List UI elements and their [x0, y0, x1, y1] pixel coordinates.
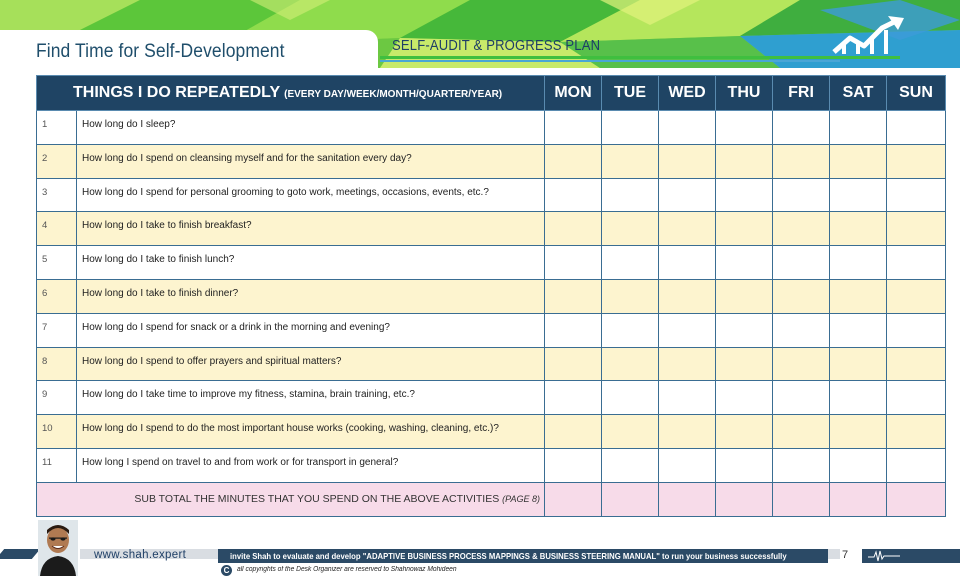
row-number: 6 [37, 279, 77, 313]
entry-cell-tue[interactable] [602, 246, 659, 280]
entry-cell-mon[interactable] [545, 111, 602, 145]
row-question: How long do I spend on cleansing myself and for the sanitation every day? [77, 144, 545, 178]
invite-banner-text: invite Shah to evaluate and develop "ADAPTIVE BUSINESS PROCESS MAPPINGS & BUSINESS STEERING MANUAL" to run your business successfully [230, 551, 787, 561]
day-header-mon: MON [545, 76, 602, 111]
table-heading-label: THINGS I DO REPEATEDLY [73, 84, 281, 101]
entry-cell-sat[interactable] [830, 347, 887, 381]
header-rule-green [380, 56, 900, 59]
entry-cell-sat[interactable] [830, 415, 887, 449]
entry-cell-tue[interactable] [602, 279, 659, 313]
table-heading-note: (EVERY DAY/WEEK/MONTH/QUARTER/YEAR) [284, 89, 503, 100]
entry-cell-sun[interactable] [887, 448, 946, 482]
footer-accent-left [0, 549, 40, 559]
entry-cell-sat[interactable] [830, 381, 887, 415]
row-number: 7 [37, 313, 77, 347]
entry-cell-sun[interactable] [887, 212, 946, 246]
entry-cell-fri[interactable] [773, 313, 830, 347]
entry-cell-wed[interactable] [659, 313, 716, 347]
table-heading [37, 76, 545, 111]
entry-cell-tue[interactable] [602, 212, 659, 246]
entry-cell-wed[interactable] [659, 415, 716, 449]
entry-cell-wed[interactable] [659, 279, 716, 313]
table-row [37, 111, 946, 145]
table-row [37, 246, 946, 280]
day-header-wed: WED [659, 76, 716, 111]
entry-cell-thu[interactable] [716, 212, 773, 246]
entry-cell-sat[interactable] [830, 178, 887, 212]
subtotal-cell-mon[interactable] [545, 482, 602, 516]
entry-cell-sun[interactable] [887, 246, 946, 280]
growth-chart-logo-icon [828, 16, 908, 61]
row-number: 3 [37, 178, 77, 212]
subtotal-cell-fri[interactable] [773, 482, 830, 516]
entry-cell-thu[interactable] [716, 246, 773, 280]
entry-cell-sun[interactable] [887, 415, 946, 449]
table-row [37, 448, 946, 482]
entry-cell-mon[interactable] [545, 279, 602, 313]
entry-cell-sat[interactable] [830, 246, 887, 280]
entry-cell-wed[interactable] [659, 448, 716, 482]
subtotal-cell-wed[interactable] [659, 482, 716, 516]
entry-cell-thu[interactable] [716, 178, 773, 212]
self-audit-table [36, 75, 946, 517]
entry-cell-sat[interactable] [830, 212, 887, 246]
entry-cell-tue[interactable] [602, 313, 659, 347]
row-number: 11 [37, 448, 77, 482]
entry-cell-mon[interactable] [545, 178, 602, 212]
entry-cell-thu[interactable] [716, 111, 773, 145]
entry-cell-thu[interactable] [716, 347, 773, 381]
row-question: How long do I take to finish lunch? [77, 246, 545, 280]
entry-cell-tue[interactable] [602, 448, 659, 482]
avatar [38, 520, 78, 576]
row-question: How long do I sleep? [77, 111, 545, 145]
subtotal-label [37, 482, 545, 516]
subtotal-cell-tue[interactable] [602, 482, 659, 516]
row-question: How long do I take time to improve my fitness, stamina, brain training, etc.? [77, 381, 545, 415]
table-row [37, 415, 946, 449]
entry-cell-thu[interactable] [716, 381, 773, 415]
subtotal-page-note: (PAGE 8) [502, 494, 540, 505]
entry-cell-thu[interactable] [716, 279, 773, 313]
entry-cell-fri[interactable] [773, 347, 830, 381]
entry-cell-sun[interactable] [887, 178, 946, 212]
day-header-tue: TUE [602, 76, 659, 111]
entry-cell-sun[interactable] [887, 313, 946, 347]
entry-cell-mon[interactable] [545, 347, 602, 381]
entry-cell-sun[interactable] [887, 144, 946, 178]
entry-cell-fri[interactable] [773, 111, 830, 145]
row-question: How long do I take to finish dinner? [77, 279, 545, 313]
copyright-text: all copyrights of the Desk Organizer are reserved to Shahnowaz Mohideen [237, 566, 457, 573]
subtotal-cell-thu[interactable] [716, 482, 773, 516]
table-row [37, 381, 946, 415]
entry-cell-fri[interactable] [773, 144, 830, 178]
entry-cell-thu[interactable] [716, 313, 773, 347]
row-number: 8 [37, 347, 77, 381]
entry-cell-sat[interactable] [830, 313, 887, 347]
entry-cell-wed[interactable] [659, 347, 716, 381]
table-row [37, 347, 946, 381]
entry-cell-tue[interactable] [602, 144, 659, 178]
entry-cell-tue[interactable] [602, 415, 659, 449]
table-header-row [37, 76, 946, 111]
entry-cell-wed[interactable] [659, 111, 716, 145]
website-link[interactable]: www.shah.expert [94, 549, 187, 561]
entry-cell-wed[interactable] [659, 212, 716, 246]
row-question: How long do I take to finish breakfast? [77, 212, 545, 246]
day-header-fri: FRI [773, 76, 830, 111]
entry-cell-sat[interactable] [830, 279, 887, 313]
entry-cell-sun[interactable] [887, 381, 946, 415]
entry-cell-mon[interactable] [545, 246, 602, 280]
subtotal-cell-sun[interactable] [887, 482, 946, 516]
row-question: How long I spend on travel to and from work or for transport in general? [77, 448, 545, 482]
entry-cell-thu[interactable] [716, 448, 773, 482]
entry-cell-fri[interactable] [773, 212, 830, 246]
entry-cell-sat[interactable] [830, 144, 887, 178]
day-header-sun: SUN [887, 76, 946, 111]
row-number: 4 [37, 212, 77, 246]
row-number: 10 [37, 415, 77, 449]
day-header-sat: SAT [830, 76, 887, 111]
row-question: How long do I spend for snack or a drink in the morning and evening? [77, 313, 545, 347]
pulse-line-icon [866, 549, 906, 568]
row-number: 2 [37, 144, 77, 178]
row-number: 5 [37, 246, 77, 280]
copyright-icon: C [221, 565, 232, 576]
day-header-thu: THU [716, 76, 773, 111]
entry-cell-wed[interactable] [659, 178, 716, 212]
entry-cell-thu[interactable] [716, 144, 773, 178]
table-row [37, 144, 946, 178]
entry-cell-sun[interactable] [887, 279, 946, 313]
table-row [37, 279, 946, 313]
entry-cell-sat[interactable] [830, 448, 887, 482]
row-question: How long do I spend for personal grooming to goto work, meetings, occasions, events, etc.? [77, 178, 545, 212]
entry-cell-wed[interactable] [659, 246, 716, 280]
entry-cell-tue[interactable] [602, 178, 659, 212]
entry-cell-mon[interactable] [545, 313, 602, 347]
entry-cell-mon[interactable] [545, 415, 602, 449]
page-subtitle: SELF-AUDIT & PROGRESS PLAN [392, 38, 601, 54]
entry-cell-fri[interactable] [773, 448, 830, 482]
entry-cell-fri[interactable] [773, 279, 830, 313]
subtotal-label-text: SUB TOTAL THE MINUTES THAT YOU SPEND ON THE ABOVE ACTIVITIES [134, 493, 500, 506]
table-row [37, 212, 946, 246]
header-rule-blue [380, 60, 840, 62]
subtotal-row [37, 482, 946, 516]
entry-cell-thu[interactable] [716, 415, 773, 449]
entry-cell-tue[interactable] [602, 381, 659, 415]
entry-cell-sat[interactable] [830, 111, 887, 145]
row-number: 1 [37, 111, 77, 145]
entry-cell-tue[interactable] [602, 347, 659, 381]
page-number: 7 [842, 549, 849, 561]
row-number: 9 [37, 381, 77, 415]
entry-cell-wed[interactable] [659, 381, 716, 415]
entry-cell-fri[interactable] [773, 246, 830, 280]
page-title: Find Time for Self-Development [36, 41, 285, 62]
table-row [37, 313, 946, 347]
entry-cell-fri[interactable] [773, 178, 830, 212]
entry-cell-sun[interactable] [887, 111, 946, 145]
entry-cell-fri[interactable] [773, 415, 830, 449]
subtotal-cell-sat[interactable] [830, 482, 887, 516]
entry-cell-mon[interactable] [545, 212, 602, 246]
entry-cell-mon[interactable] [545, 381, 602, 415]
entry-cell-sun[interactable] [887, 347, 946, 381]
table-row [37, 178, 946, 212]
entry-cell-mon[interactable] [545, 144, 602, 178]
entry-cell-wed[interactable] [659, 144, 716, 178]
entry-cell-tue[interactable] [602, 111, 659, 145]
row-question: How long do I spend to offer prayers and spiritual matters? [77, 347, 545, 381]
row-question: How long do I spend to do the most important house works (cooking, washing, cleaning, etc.)? [77, 415, 545, 449]
entry-cell-fri[interactable] [773, 381, 830, 415]
entry-cell-mon[interactable] [545, 448, 602, 482]
